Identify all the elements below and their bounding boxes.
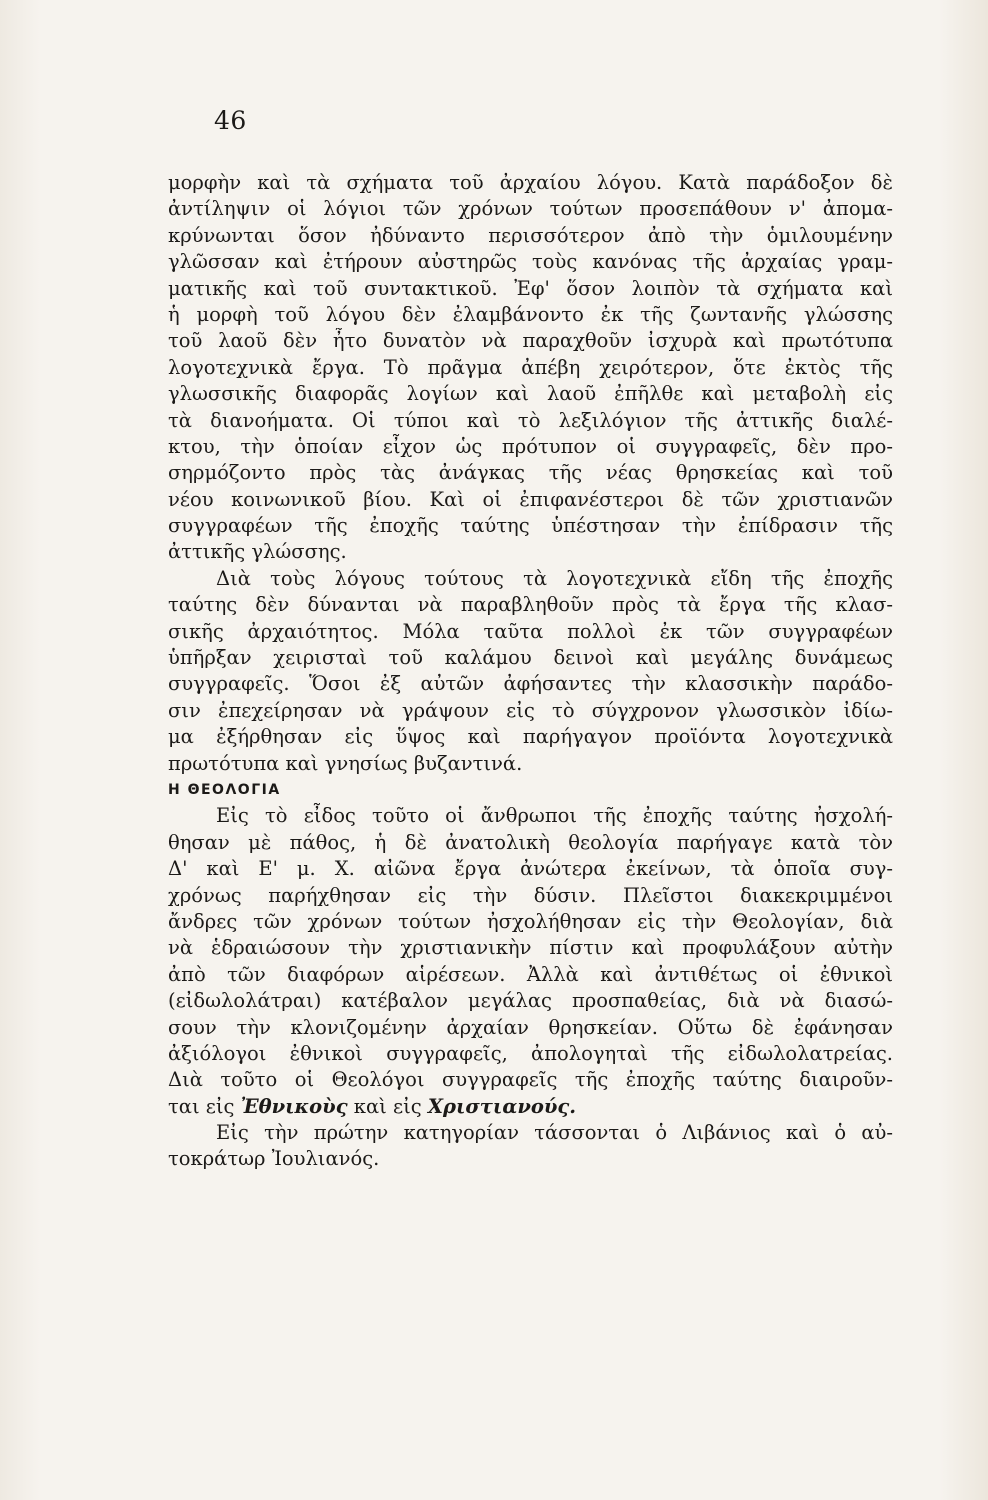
text-line: κτου, τὴν ὁποίαν εἶχον ὡς πρότυπον οἱ συγγραφεῖς, δὲν προ- (168, 434, 893, 458)
text-fragment: καὶ εἰς (353, 1094, 422, 1118)
text-line: τοῦ λαοῦ δὲν ἦτο δυνατὸν νὰ παραχθοῦν ἰσχυρὰ καὶ πρωτότυπα (168, 329, 893, 353)
text-line: γλῶσσαν καὶ ἐτήρουν αὐστηρῶς τοὺς κανόνας τῆς ἀρχαίας γραμ- (168, 250, 893, 274)
emphasis-christianous: Χριστιανούς. (427, 1094, 577, 1118)
text-line: γλωσσικῆς διαφορᾶς λογίων καὶ λαοῦ ἐπῆλθε καὶ μεταβολὴ εἰς (168, 382, 893, 406)
text-line: ματικῆς καὶ τοῦ συντακτικοῦ. Ἐφ' ὅσον λοιπὸν τὰ σχήματα καὶ (168, 276, 893, 300)
text-line: ἀντίληψιν οἱ λόγιοι τῶν χρόνων τούτων προσεπάθουν ν' ἀπομα- (168, 197, 893, 221)
section-heading: Η ΘΕΟΛΟΓΙΑ (168, 781, 281, 798)
text-line: νὰ ἑδραιώσουν τὴν χριστιανικὴν πίστιν καὶ προφυλάξουν αὐτὴν (168, 936, 893, 960)
text-line: ἀττικῆς γλώσσης. (168, 540, 347, 564)
text-line: σικῆς ἀρχαιότητος. Μόλα ταῦτα πολλοὶ ἐκ τῶν συγγραφέων (168, 619, 893, 643)
text-line: συγγραφέων τῆς ἐποχῆς ταύτης ὑπέστησαν τὴν ἐπίδρασιν τῆς (168, 514, 893, 538)
text-line: (εἰδωλολάτραι) κατέβαλον μεγάλας προσπαθείας, διὰ νὰ διασώ- (168, 989, 893, 1013)
paragraph-start: Εἰς τὴν πρώτην κατηγορίαν τάσσονται ὁ Λιβάνιος καὶ ὁ αὐ- (216, 1121, 893, 1145)
text-line: μα ἐξήρθησαν εἰς ὕψος καὶ παρήγαγον προϊόντα λογοτεχνικὰ (168, 725, 893, 749)
text-line: ἄνδρες τῶν χρόνων τούτων ἠσχολήθησαν εἰς τὴν Θεολογίαν, διὰ (168, 909, 893, 933)
page-number: 46 (214, 106, 247, 135)
emphasis-ethnikous: Ἐθνικοὺς (240, 1094, 348, 1118)
text-fragment: ται εἰς (168, 1094, 235, 1118)
text-line: ὑπῆρξαν χειρισταὶ τοῦ καλάμου δεινοὶ καὶ μεγάλης δυνάμεως (168, 646, 893, 670)
text-line: τὰ διανοήματα. Οἱ τύποι καὶ τὸ λεξιλόγιον τῆς ἀττικῆς διαλέ- (168, 408, 893, 432)
text-line: νέου κοινωνικοῦ βίου. Καὶ οἱ ἐπιφανέστεροι δὲ τῶν χριστιανῶν (168, 487, 893, 511)
text-line: ἀξιόλογοι ἐθνικοὶ συγγραφεῖς, ἀπολογηταὶ τῆς εἰδωλολατρείας. (168, 1041, 893, 1065)
text-line: σουν τὴν κλονιζομένην ἀρχαίαν θρησκείαν. Οὕτω δὲ ἐφάνησαν (168, 1015, 893, 1039)
text-line: πρωτότυπα καὶ γνησίως βυζαντινά. (168, 751, 523, 775)
text-line: χρόνως παρήχθησαν εἰς τὴν δύσιν. Πλεῖστοι διακεκριμμένοι (168, 883, 893, 907)
text-line: θησαν μὲ πάθος, ἡ δὲ ἀνατολικὴ θεολογία παρήγαγε κατὰ τὸν (168, 830, 893, 854)
text-line: κρύνωνται ὅσον ἠδύναντο περισσότερον ἀπὸ τὴν ὁμιλουμένην (168, 223, 893, 247)
text-line: συγγραφεῖς. Ὅσοι ἐξ αὐτῶν ἀφήσαντες τὴν κλασσικὴν παράδο- (168, 672, 893, 696)
text-line: Διὰ τοῦτο οἱ Θεολόγοι συγγραφεῖς τῆς ἐποχῆς ταύτης διαιροῦν- (168, 1068, 893, 1092)
text-line: σηρμόζοντο πρὸς τὰς ἀνάγκας τῆς νέας θρησκείας καὶ τοῦ (168, 461, 893, 485)
text-line: ἡ μορφὴ τοῦ λόγου δὲν ἐλαμβάνοντο ἐκ τῆς ζωντανῆς γλώσσης (168, 302, 893, 326)
text-line: τοκράτωρ Ἰουλιανός. (168, 1147, 380, 1171)
text-line: σιν ἐπεχείρησαν νὰ γράψουν εἰς τὸ σύγχρονον γλωσσικὸν ἰδίω- (168, 698, 893, 722)
text-line: μορφὴν καὶ τὰ σχήματα τοῦ ἀρχαίου λόγου. Κατὰ παράδοξον δὲ (168, 171, 893, 194)
text-line: ἀπὸ τῶν διαφόρων αἱρέσεων. Ἀλλὰ καὶ ἀντιθέτως οἱ ἐθνικοὶ (168, 962, 893, 986)
text-line (168, 1094, 893, 1120)
text-line: Δ' καὶ Ε' μ. Χ. αἰῶνα ἔργα ἀνώτερα ἐκείνων, τὰ ὁποῖα συγ- (168, 857, 893, 881)
text-line: ταύτης δὲν δύνανται νὰ παραβληθοῦν πρὸς τὰ ἔργα τῆς κλασ- (168, 593, 893, 617)
paragraph-start: Εἰς τὸ εἶδος τοῦτο οἱ ἄνθρωποι τῆς ἐποχῆς ταύτης ἠσχολή- (216, 804, 893, 828)
paragraph-start: Διὰ τοὺς λόγους τούτους τὰ λογοτεχνικὰ εἴδη τῆς ἐποχῆς (216, 566, 893, 590)
text-line: λογοτεχνικὰ ἔργα. Τὸ πρᾶγμα ἀπέβη χειρότερον, ὅτε ἐκτὸς τῆς (168, 355, 893, 379)
body-text (168, 170, 893, 1173)
